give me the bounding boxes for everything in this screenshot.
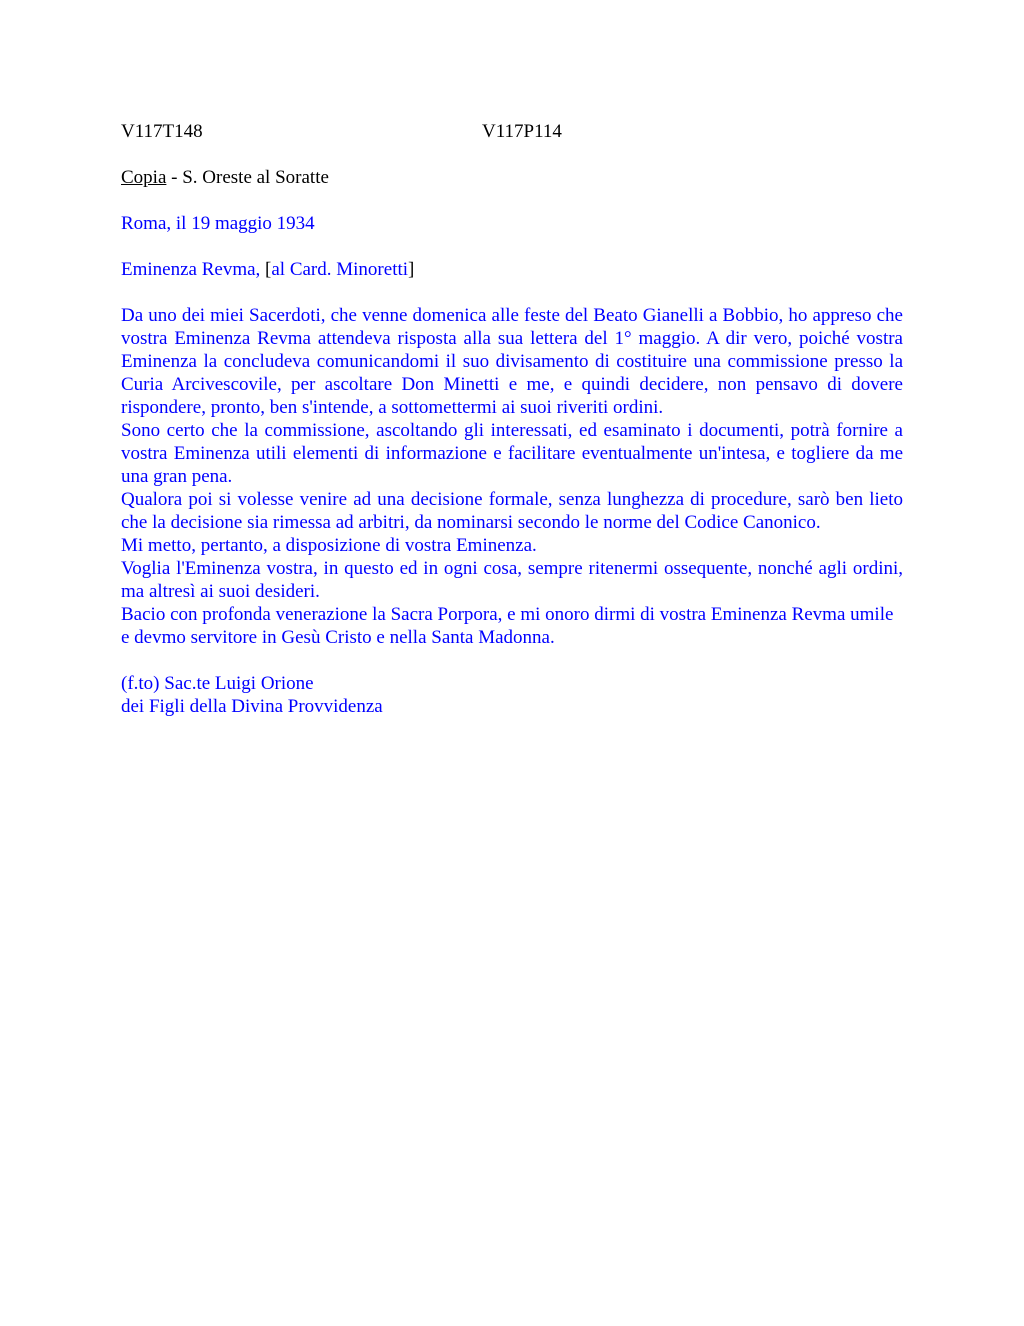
salutation-text: Eminenza Revma,	[121, 259, 266, 280]
body-paragraph: Qualora poi si volesse venire ad una decisione formale, senza lunghezza di procedure, sarò ben lieto che la decisione sia rimessa ad arbitri, da nominarsi secondo le norme del Codice Canonico.	[121, 489, 903, 533]
letter-page	[121, 120, 903, 718]
body-paragraph: Da uno dei miei Sacerdoti, che venne domenica alle feste del Beato Gianelli a Bobbio, ho appreso che vostra Eminenza Revma attendeva risposta alla sua lettera del 1° maggio. A dir vero, poiché vostra Eminenza la concludeva comunicandomi il suo divisamento di costituire una commissione presso la Curia Arcivescovile, per ascoltare Don Minetti e me, e quindi decidere, non pensavo di dovere rispondere, pronto, ben s'intende, a sottomettermi ai suoi riveriti ordini.	[121, 305, 903, 418]
signature-block	[121, 672, 903, 718]
copy-location: - S. Oreste al Soratte	[166, 167, 329, 188]
bracket-close: ]	[408, 259, 415, 280]
copy-line	[121, 166, 903, 189]
date-line: Roma, il 19 maggio 1934	[121, 213, 315, 234]
reference-row	[121, 120, 903, 143]
signature-congregation: dei Figli della Divina Provvidenza	[121, 696, 383, 717]
volume-reference-right: V117P114	[482, 121, 562, 142]
body-paragraph: Bacio con profonda venerazione la Sacra Porpora, e mi onoro dirmi di vostra Eminenza Revma umile e devmo servitore in Gesù Cristo e nella Santa Madonna.	[121, 604, 894, 648]
body-paragraph: Sono certo che la commissione, ascoltando gli interessati, ed esaminato i documenti, potrà fornire a vostra Eminenza utili elementi di informazione e facilitare eventualmente un'intesa, e togliere da me una gran pena.	[121, 420, 903, 487]
signature-name: (f.to) Sac.te Luigi Orione	[121, 673, 314, 694]
copy-label: Copia	[121, 167, 167, 188]
body-paragraph: Mi metto, pertanto, a disposizione di vostra Eminenza.	[121, 535, 537, 556]
letter-body	[121, 304, 903, 649]
body-paragraph: Voglia l'Eminenza vostra, in questo ed in ogni cosa, sempre ritenermi ossequente, nonché agli ordini, ma altresì ai suoi desideri.	[121, 558, 903, 602]
salutation	[121, 258, 903, 281]
bracket-open: [	[265, 259, 272, 280]
recipient-name: al Card. Minoretti	[271, 259, 409, 280]
volume-reference-left: V117T148	[121, 121, 203, 142]
